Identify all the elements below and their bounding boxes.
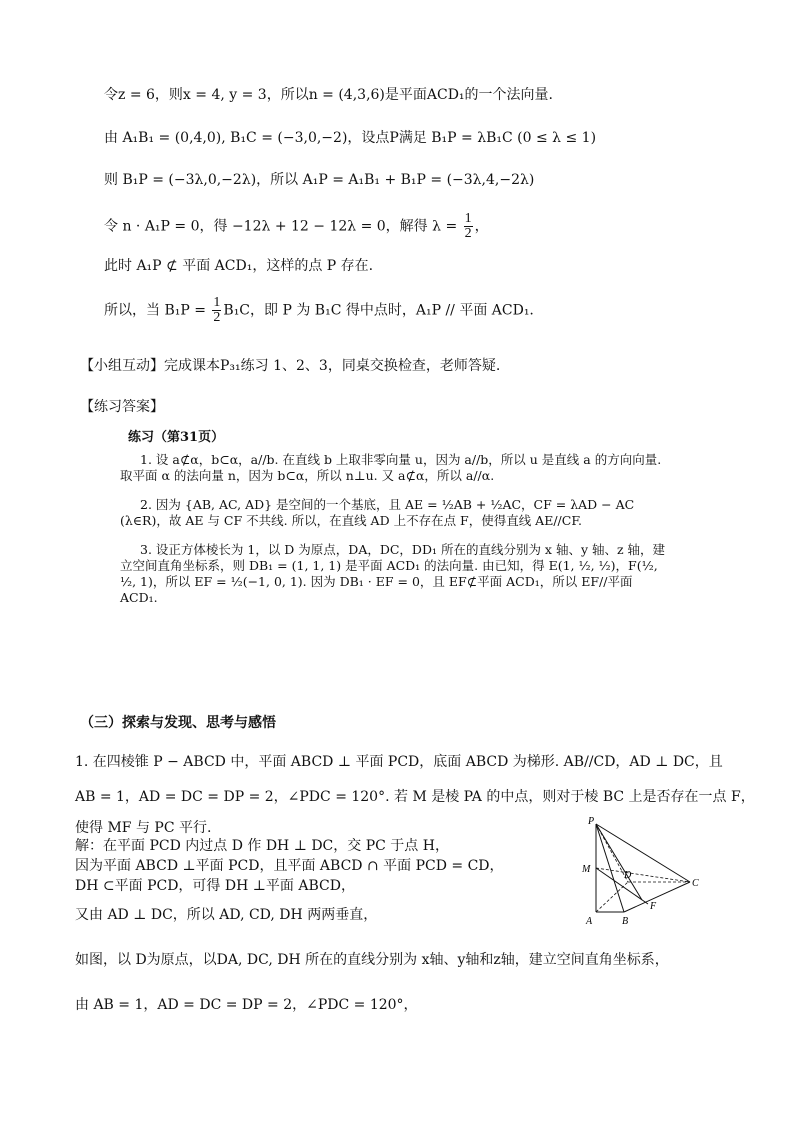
solution-line-6-start: 所以，当 B₁P = [104, 302, 211, 319]
label-M: M [582, 864, 591, 875]
problem-line-6: DH ⊂平面 PCD，可得 DH ⊥平面 ABCD， [75, 878, 355, 894]
exercise-answer-image [120, 424, 670, 619]
problem-line-8: 如图，以 D为原点，以DA, DC, DH 所在的直线分别为 x轴、y轴和z轴，建立空间直角坐标系， [75, 952, 669, 968]
label-A: A [586, 916, 593, 927]
fraction-numerator: 1 [464, 211, 472, 226]
solution-line-6 [104, 296, 534, 325]
fraction-half [464, 212, 473, 241]
problem-line-5: 因为平面 ABCD ⊥平面 PCD，且平面 ABCD ∩ 平面 PCD = CD， [75, 858, 504, 874]
label-F: F [650, 901, 657, 912]
fraction-half-2 [212, 296, 221, 325]
problem-line-7: 又由 AD ⊥ DC，所以 AD, CD, DH 两两垂直， [75, 907, 378, 923]
fraction-denominator: 2 [464, 226, 472, 241]
problem-line-1: 1. 在四棱锥 P − ABCD 中，平面 ABCD ⊥ 平面 PCD，底面 ABCD 为梯形. AB//CD，AD ⊥ DC，且 [75, 754, 723, 770]
exercise-answer-3: 3. 设正方体棱长为 1，以 D 为原点，DA，DC，DD₁ 所在的直线分别为 x 轴、y 轴、z 轴，建立空间直角坐标系，则 DB₁ = (1, 1, 1) 是平面 ACD₁ 的法向量. 由已知，得 E(1, ½, ½)，F(½, ½, 1)，所以 EF = ½(−1, 0, 1). 因为 DB₁ · EF = 0，且 EF⊄平面 ACD₁，所以 EF//平面 ACD₁. [120, 542, 666, 605]
solution-line-1: 令z = 6，则x = 4, y = 3，所以n = (4,3,6)是平面ACD₁的一个法向量. [104, 87, 553, 103]
group-activity: 【小组互动】完成课本P₃₁练习 1、2、3，同桌交换检查，老师答疑. [80, 358, 501, 374]
solution-line-2: 由 A₁B₁ = (0,4,0), B₁C = (−3,0,−2)，设点P满足 B₁P = λB₁C (0 ≤ λ ≤ 1) [104, 130, 597, 146]
label-D: D [624, 870, 632, 881]
exercise-answer-2: 2. 因为 {AB, AC, AD} 是空间的一个基底，且 AE = ½AB + ½AC，CF = λAD − AC (λ∈R)，故 AE 与 CF 不共线. 所以，在直线 AD 上不存在点 F，使得直线 AE//CF. [120, 497, 635, 528]
exercise-heading: 练习（第31页） [128, 430, 225, 445]
fraction-numerator-2: 1 [213, 295, 221, 310]
pyramid-diagram [578, 812, 708, 930]
fraction-denominator-2: 2 [213, 310, 221, 325]
problem-line-2: AB = 1，AD = DC = DP = 2，∠PDC = 120°. 若 M 是棱 PA 的中点，则对于棱 BC 上是否存在一点 F， [75, 789, 755, 805]
solution-line-5: 此时 A₁P ⊄ 平面 ACD₁，这样的点 P 存在. [104, 258, 374, 274]
label-C: C [692, 878, 699, 889]
solution-line-6-end: B₁C，即 P 为 B₁C 得中点时，A₁P // 平面 ACD₁. [223, 302, 534, 319]
solution-line-3: 则 B₁P = (−3λ,0,−2λ)，所以 A₁P = A₁B₁ + B₁P = (−3λ,4,−2λ) [104, 172, 535, 188]
exercise-answer-1: 1. 设 a⊄α，b⊂α，a//b. 在直线 b 上取非零向量 u，因为 a//b，所以 u 是直线 a 的方向向量. 取平面 α 的法向量 n，因为 b⊂α，所以 n⊥u. 又 a⊄α，所以 a//α. [120, 452, 662, 483]
solution-line-4-text: 令 n · A₁P = 0，得 −12λ + 12 − 12λ = 0，解得 λ = [104, 218, 462, 235]
pyramid-figure [578, 812, 708, 930]
problem-line-4: 解：在平面 PCD 内过点 D 作 DH ⊥ DC，交 PC 于点 H， [75, 838, 449, 854]
section-title: （三）探索与发现、思考与感悟 [80, 715, 276, 731]
answers-title: 【练习答案】 [80, 399, 164, 415]
problem-line-3: 使得 MF 与 PC 平行. [75, 820, 212, 836]
label-P: P [588, 816, 595, 827]
solution-line-4: 令 n · A₁P = 0，得 −12λ + 12 − 12λ = 0，解得 λ = $\frac{1}{2}$ ， [104, 211, 489, 241]
problem-line-9: 由 AB = 1，AD = DC = DP = 2，∠PDC = 120°， [75, 997, 418, 1013]
label-B: B [622, 916, 629, 927]
